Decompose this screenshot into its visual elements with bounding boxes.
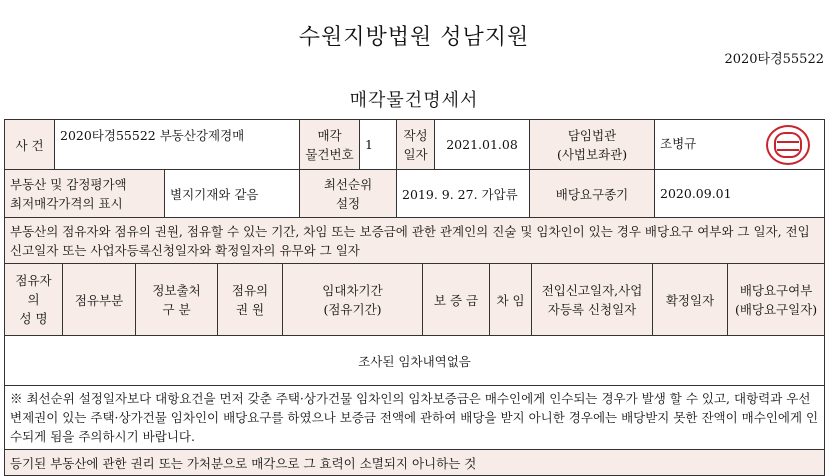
col-dividend-request: 배당요구여부 (배당요구일자) [728,264,825,336]
item-no-label: 매각 물건번호 [300,120,360,170]
col-rent: 차 임 [490,264,532,336]
col-occupant-name: 점유자의 성 명 [5,264,63,336]
judge-cell [655,120,825,170]
case-value: 2020타경55522 부동산강제경매 [55,120,300,170]
court-title: 수원지방법원 성남지원 [298,25,530,50]
col-deposit: 보 증 금 [423,264,490,336]
price-label: 부동산 및 감정평가액 최저매각가격의 표시 [5,170,165,218]
col-move-in-date: 전입신고일자,사업 자등록 신청일자 [532,264,653,336]
date-value: 2021.01.08 [435,120,530,170]
judge-label: 담임법관 (사법보좌관) [530,120,655,170]
item-no-value: 1 [360,120,397,170]
col-lease-period: 임대차기간 (점유기간) [283,264,423,336]
first-right-value: 2019. 9. 27. 가압류 [397,170,530,218]
col-info-source: 정보출처 구 분 [136,264,218,336]
price-value: 별지기재와 같음 [165,170,300,218]
notice-text: ※ 최선순위 설정일자보다 대항요건을 먼저 갖춘 주택·상가건물 임차인의 임차보증금은 매수인에게 인수되는 경우가 발생 할 수 있고, 대항력과 우선변제권이 있는 주택·상가건물 임차인이 배당요구를 하였으나 보증금 전액에 관하여 배당을 받지 아니한 경우에는 배당받지 못한 잔액이 매수인에게 인수되게 됨을 주의하시기 바랍니다. [5,386,825,450]
case-info-table [4,119,825,218]
document-title: 매각물건명세서 [349,90,479,111]
col-occupied-part: 점유부분 [63,264,136,336]
occupancy-intro: 부동산의 점유자와 점유의 권원, 점유할 수 있는 기간, 차임 또는 보증금에 관한 관계인의 진술 및 임차인이 있는 경우 배당요구 여부와 그 일자, 전입신고일자 또는 사업자등록신청일자와 확정일자의 유무와 그 일자 [5,218,825,264]
first-right-label: 최선순위 설정 [300,170,397,218]
occupancy-header-row [5,264,825,336]
case-number: 2020타경55522 [724,52,824,67]
col-occupancy-title: 점유의 권 원 [218,264,283,336]
footer-row: 등기된 부동산에 관한 권리 또는 가처분으로 매각으로 그 효력이 소멸되지 아니하는 것 [5,450,825,476]
no-record-text: 조사된 임차내역없음 [5,336,825,386]
case-label: 사 건 [5,120,55,170]
deadline-value: 2020.09.01 [655,170,825,218]
court-seal-icon [766,125,810,165]
occupancy-table [4,217,825,476]
date-label: 작성 일자 [397,120,435,170]
deadline-label: 배당요구종기 [530,170,655,218]
judge-value: 조병규 [660,136,697,151]
col-fixed-date: 확정일자 [653,264,728,336]
